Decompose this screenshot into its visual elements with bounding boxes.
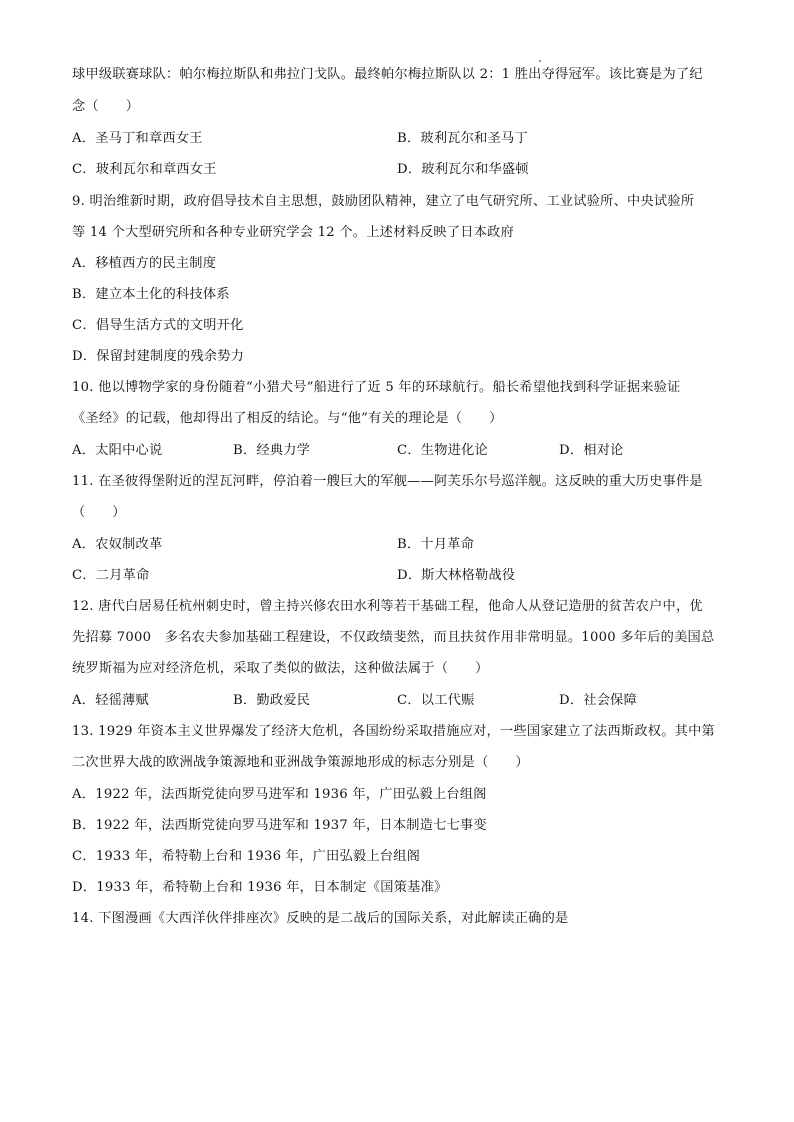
q14-stem-line1: 14. 下图漫画《大西洋伙伴排座次》反映的是二战后的国际关系，对此解读正确的是: [72, 911, 569, 926]
q11-option-d: D．斯大林格勒战役: [397, 568, 516, 583]
q9-option-a: A．移植西方的民主制度: [72, 256, 217, 271]
q11-option-c: C．二月革命: [72, 568, 150, 583]
q9-option-c: C．倡导生活方式的文明开化: [72, 318, 244, 333]
q13-option-b: B．1922 年，法西斯党徒向罗马进军和 1937 年，日本制造七七事变: [72, 818, 487, 833]
q9-option-b: B．建立本土化的科技体系: [72, 287, 230, 302]
q9-stem-line1: 9. 明治维新时期，政府倡导技术自主思想，鼓励团队精神，建立了电气研究所、工业试验所、中央试验所: [72, 194, 695, 209]
q8-option-b: B．玻利瓦尔和圣马丁: [397, 131, 528, 146]
q13-stem-line2: 二次世界大战的欧洲战争策源地和亚洲战争策源地形成的标志分别是（ ）: [72, 755, 529, 770]
q10-option-a: A．太阳中心说: [72, 443, 163, 458]
q12-option-c: C．以工代赈: [397, 693, 475, 708]
q12-stem-line1: 12. 唐代白居易任杭州刺史时，曾主持兴修农田水利等若干基础工程，他命人从登记造册的贫苦农户中，优: [72, 599, 703, 614]
q11-option-b: B．十月革命: [397, 537, 475, 552]
q12-option-a: A．轻徭薄赋: [72, 693, 149, 708]
q10-stem-line2: 《圣经》的记载，他却得出了相反的结论。与“他”有关的理论是（ ）: [72, 411, 503, 426]
q13-option-a: A．1922 年，法西斯党徒向罗马进军和 1936 年，广田弘毅上台组阁: [72, 787, 487, 802]
scan-mark: [539, 60, 541, 62]
q10-option-c: C．生物进化论: [397, 443, 488, 458]
q12-stem-line2: 先招募 7000 多名农夫参加基础工程建设，不仅政绩斐然，而且扶贫作用非常明显。1000 多年后的美国总: [72, 630, 715, 645]
q12-stem-line3: 统罗斯福为应对经济危机，采取了类似的做法，这种做法属于（ ）: [72, 661, 489, 676]
q11-stem-line2: （ ）: [72, 505, 126, 520]
q9-stem-line2: 等 14 个大型研究所和各种专业研究学会 12 个。上述材料反映了日本政府: [72, 225, 515, 240]
q8-stem-line2: 念（ ）: [72, 99, 140, 114]
q8-stem-line1: 球甲级联赛球队：帕尔梅拉斯队和弗拉门戈队。最终帕尔梅拉斯队以 2：1 胜出夺得冠军。该比赛是为了纪: [72, 67, 703, 82]
q13-stem-line1: 13. 1929 年资本主义世界爆发了经济大危机，各国纷纷采取措施应对，一些国家建立了法西斯政权。其中第: [72, 724, 715, 739]
q11-option-a: A．农奴制改革: [72, 537, 163, 552]
q13-option-d: D．1933 年，希特勒上台和 1936 年，日本制定《国策基准》: [72, 880, 448, 895]
q11-stem-line1: 11. 在圣彼得堡附近的涅瓦河畔，停泊着一艘巨大的军舰——阿芙乐尔号巡洋舰。这反映的重大历史事件是: [72, 474, 703, 489]
q12-option-d: D．社会保障: [559, 693, 638, 708]
q10-option-d: D．相对论: [559, 443, 624, 458]
q10-stem-line1: 10. 他以博物学家的身份随着“小猎犬号”船进行了近 5 年的环球航行。船长希望他找到科学证据来验证: [72, 380, 681, 395]
q9-option-d: D．保留封建制度的残余势力: [72, 349, 245, 364]
q8-option-c: C．玻利瓦尔和章西女王: [72, 162, 217, 177]
q10-option-b: B．经典力学: [233, 443, 311, 458]
q8-option-a: A．圣马丁和章西女王: [72, 131, 203, 146]
q12-option-b: B．勤政爱民: [233, 693, 311, 708]
q13-option-c: C．1933 年，希特勒上台和 1936 年，广田弘毅上台组阁: [72, 849, 421, 864]
q8-option-d: D．玻利瓦尔和华盛顿: [397, 162, 529, 177]
